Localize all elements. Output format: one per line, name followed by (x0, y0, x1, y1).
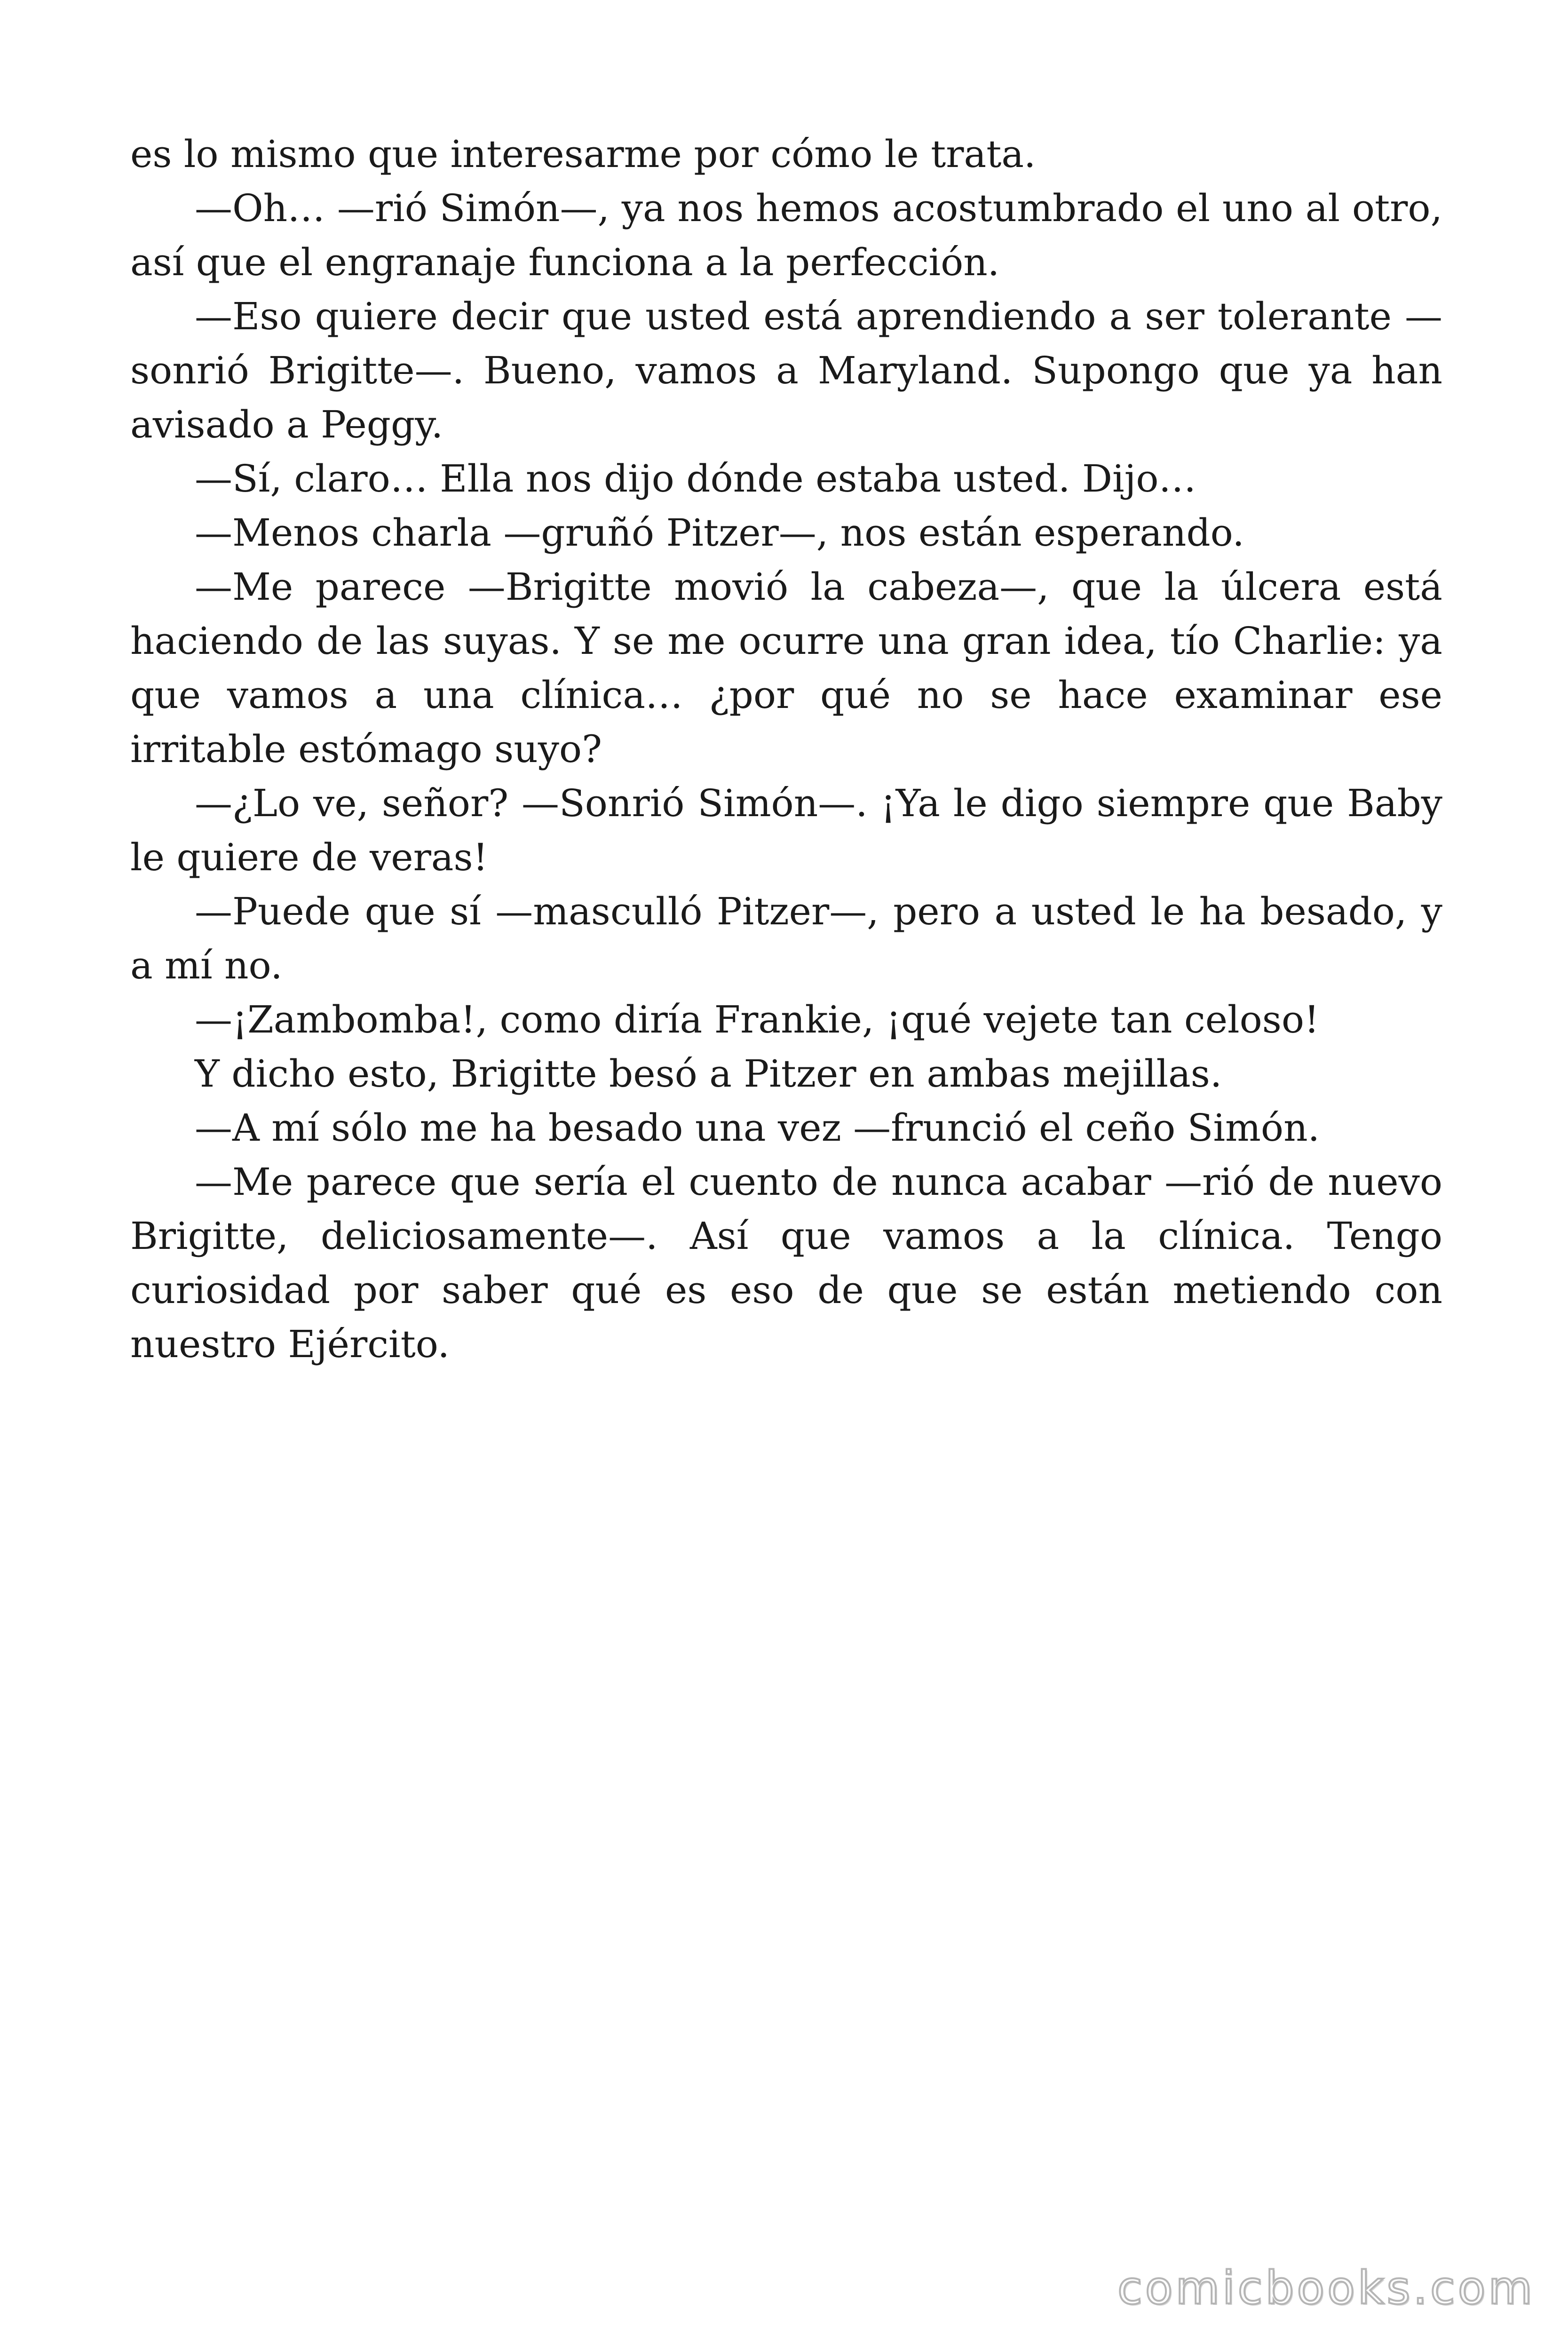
paragraph-8: —Puede que sí —masculló Pitzer—, pero a usted le ha besado, y a mí no. (130, 890, 1442, 987)
paragraph-10: Y dicho esto, Brigitte besó a Pitzer en ambas mejillas. (195, 1052, 1222, 1096)
paragraph-11: —A mí sólo me ha besado una vez —frunció el ceño Simón. (195, 1106, 1320, 1150)
paragraph-12: —Me parece que sería el cuento de nunca acabar —rió de nuevo Brigitte, deliciosamente—. Así que vamos a la clínica. Tengo curiosidad por saber qué es eso de que se están metiendo con nuestro Ejército. (130, 1160, 1442, 1366)
document-body (130, 127, 1442, 1371)
paragraph-2: —Oh… —rió Simón—, ya nos hemos acostumbrado el uno al otro, así que el engranaje funciona a la perfección. (130, 186, 1442, 284)
paragraph-7: —¿Lo ve, señor? —Sonrió Simón—. ¡Ya le digo siempre que Baby le quiere de veras! (130, 781, 1442, 879)
paragraph-1: es lo mismo que interesarme por cómo le trata. (130, 132, 1036, 176)
paragraph-3: —Eso quiere decir que usted está aprendiendo a ser tolerante —sonrió Brigitte—. Bueno, vamos a Maryland. Supongo que ya han avisado a Peggy. (130, 294, 1442, 446)
paragraph-5: —Menos charla —gruñó Pitzer—, nos están esperando. (195, 511, 1244, 555)
paragraph-6: —Me parece —Brigitte movió la cabeza—, que la úlcera está haciendo de las suyas. Y se me ocurre una gran idea, tío Charlie: ya que vamos a una clínica… ¿por qué no se hace examinar ese irritable estómago suyo? (130, 565, 1442, 771)
paragraph-4: —Sí, claro… Ella nos dijo dónde estaba usted. Dijo… (195, 457, 1196, 501)
watermark: comicbooks.com (1117, 2262, 1535, 2314)
paragraph-9: —¡Zambomba!, como diría Frankie, ¡qué vejete tan celoso! (195, 998, 1320, 1041)
